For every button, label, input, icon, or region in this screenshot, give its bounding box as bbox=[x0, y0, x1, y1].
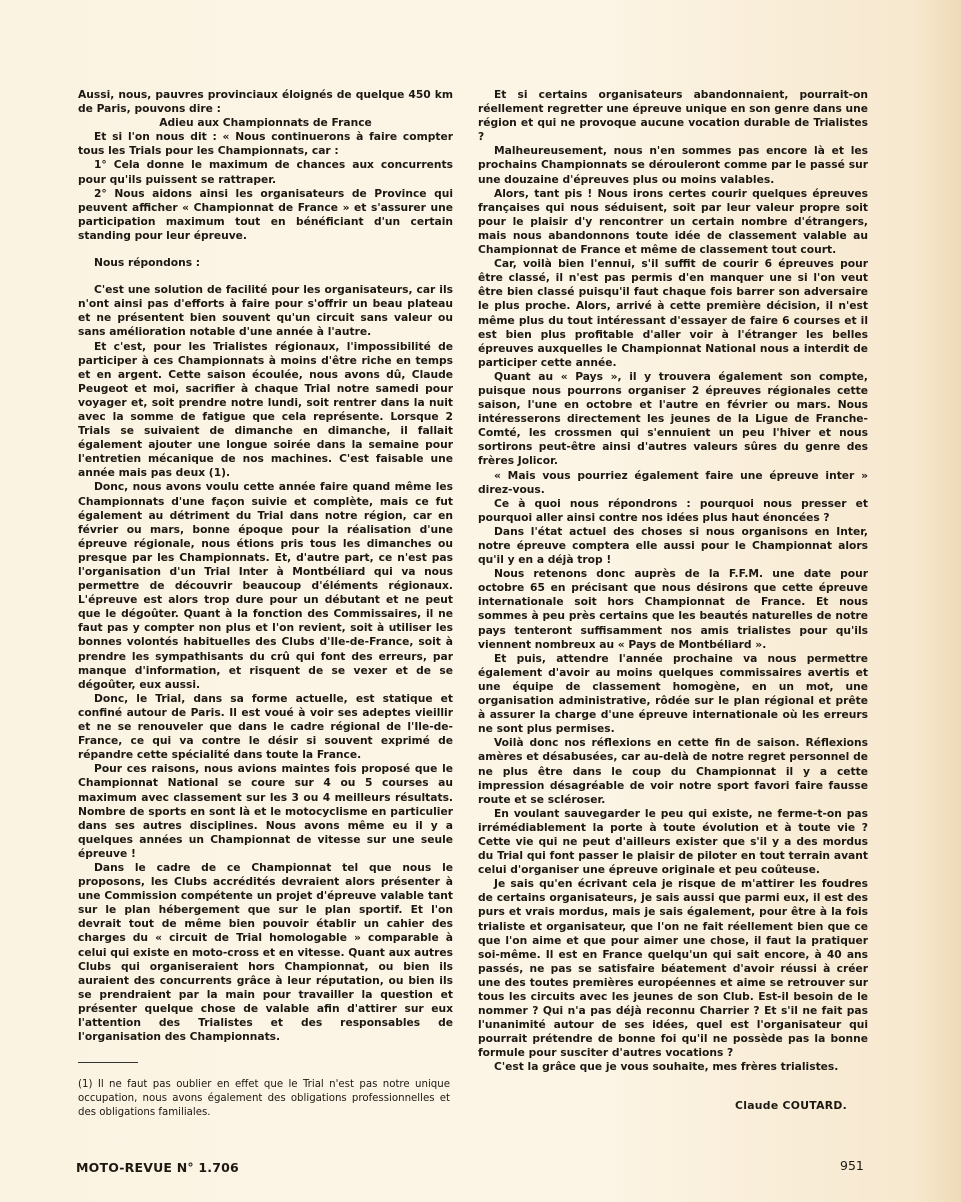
paragraph: C'est la grâce que je vous souhaite, mes frères trialistes. bbox=[494, 1060, 839, 1074]
paragraph: Malheureusement, nous n'en sommes pas encore là et les prochains Championnats se dérouleront comme par le passé sur une douzaine d'épreuves plus ou moins valables. bbox=[478, 144, 868, 186]
paragraph: Donc, le Trial, dans sa forme actuelle, est statique et confiné autour de Paris. Il est voué à voir ses adeptes vieillir et ne se renouveler que dans le cadre régional de l'Ile-de-France, ce qui va contre le désir si souvent exprimé de répandre cette spécialité dans toute la France. bbox=[78, 691, 453, 762]
paragraph: Voilà donc nos réflexions en cette fin de saison. Réflexions amères et désabusées, car au-delà de notre regret personnel de ne plus être dans le coup du Championnat il y a cette impression désagréable de voir notre sport favori faire fausse route et se scléroser. bbox=[478, 736, 868, 806]
paragraph: Aussi, nous, pauvres provinciaux éloignés de quelque 450 km de Paris, pouvons dire : bbox=[78, 88, 453, 116]
article-column-left bbox=[78, 88, 453, 1044]
paragraph: En voulant sauvegarder le peu qui existe, ne ferme-t-on pas irrémédiablement la porte à toute évolution et à toute vie ? Cette vie qui ne peut d'ailleurs exister que s'il y a des mordus du Trial qui font passer le plaisir de piloter en tout terrain avant celui d'organiser une épreuve originale et peu coûteuse. bbox=[478, 806, 868, 877]
article-heading: Adieu aux Championnats de France bbox=[159, 116, 372, 130]
paragraph: Pour ces raisons, nous avions maintes fois proposé que le Championnat National se coure sur 4 ou 5 courses au maximum avec classement sur les 3 ou 4 meilleurs résultats. Nombre de sports en sont là et le motocyclisme en particulier dans ses autres disciplines. Nous avons même eu il y a quelques années un Championnat de vitesse sur une seule épreuve ! bbox=[78, 762, 453, 860]
footnote-divider bbox=[78, 1062, 138, 1063]
paragraph: Dans le cadre de ce Championnat tel que nous le proposons, les Clubs accrédités devraient alors présenter à une Commission compétente un projet d'épreuve valable tant sur le plan hébergement que sur le plan sportif. Et l'on devrait tout de même bien pouvoir établir un cahier des charges du « circuit de Trial homologable » comparable à celui qui existe en moto-cross et en vitesse. Quant aux autres Clubs qui organiseraient hors Championnat, ou bien ils auraient des concurrents grâce à leur réputation, ou bien ils se prendraient par la main pour travailler la question et présenter quelque chose de valable afin d'attirer sur eux l'attention des Trialistes et des responsables de l'organisation des Championnats. bbox=[78, 860, 453, 1044]
paragraph: Je sais qu'en écrivant cela je risque de m'attirer les foudres de certains organisateurs, je sais aussi que parmi eux, il est des purs et vrais mordus, mais je sais également, pour être à la fois trialiste et organisateur, que l'on ne fait réellement bien que ce que l'on aime et que pour aimer une chose, il faut la pratiquer soi-même. Il est en France quelqu'un qui sait encore, à 40 ans passés, ne pas se satisfaire béatement d'avoir réussi à créer une des toutes premières européennes et aime se retrouver sur tous les circuits avec les jeunes de son Club. Est-il besoin de le nommer ? Qui n'a pas déjà reconnu Charrier ? Et s'il ne fait pas l'unanimité autour de ses idées, quel est l'organisateur qui pourrait prétendre de bonne foi qu'il ne possède pas la bonne formule pour susciter d'autres vocations ? bbox=[478, 877, 868, 1060]
paragraph: Et puis, attendre l'année prochaine va nous permettre également d'avoir au moins quelques commissaires avertis et une équipe de classement homogène, en un mot, une organisation administrative, rôdée sur le plan régional et prête à assurer la charge d'une épreuve internationale où les erreurs ne sont plus permises. bbox=[478, 651, 868, 736]
paragraph: 1° Cela donne le maximum de chances aux concurrents pour qu'ils puissent se rattraper. bbox=[78, 158, 453, 186]
paragraph: Ce à quoi nous répondrons : pourquoi nous presser et pourquoi aller ainsi contre nos idées plus haut énoncées ? bbox=[478, 496, 868, 524]
section-heading: Nous répondons : bbox=[94, 256, 201, 270]
paragraph: Nous retenons donc auprès de la F.F.M. une date pour octobre 65 en précisant que nous désirons que cette épreuve internationale soit hors Championnat de France. Et nous sommes à peu près certains que les beautés naturelles de notre pays tenteront suffisamment nos amis trialistes pour qu'ils viennent nombreux au « Pays de Montbéliard ». bbox=[478, 567, 868, 651]
article-column-right bbox=[478, 88, 868, 1075]
paragraph: Dans l'état actuel des choses si nous organisons en Inter, notre épreuve comptera elle aussi pour le Championnat alors qu'il y en a déjà trop ! bbox=[478, 524, 868, 567]
paragraph: 2° Nous aidons ainsi les organisateurs de Province qui peuvent afficher « Championnat de France » et s'assurer une participation maximum tout en bénéficiant d'un certain standing pour leur épreuve. bbox=[78, 186, 453, 242]
paragraph: Donc, nous avons voulu cette année faire quand même les Championnats d'une façon suivie et complète, mais ce fut également au détriment du Trial dans notre région, car en février ou mars, bonne époque pour la réalisation d'une épreuve régionale, nous étions pris tous les dimanches ou presque par les Championnats. Et, d'autre part, ce n'est pas l'organisation d'un Trial Inter à Montbéliard qui va nous permettre de découvrir beaucoup d'éléments régionaux. L'épreuve est alors trop dure pour un débutant et ne peut que le dégoûter. Quant à la fonction des Commissaires, il ne faut pas y compter non plus et l'on revient, soit à utiliser les bonnes volontés habituelles des Clubs d'Ile-de-France, soit à prendre les sympathisants du crû qui font des erreurs, par manque d'information, et risquent de se vexer et de se dégoûter, eux aussi. bbox=[78, 480, 453, 691]
footnote: (1) Il ne faut pas oublier en effet que le Trial n'est pas notre unique occupation, nous avons également des obligations professionnelles et des obligations familiales. bbox=[78, 1079, 450, 1118]
paragraph: Et c'est, pour les Trialistes régionaux, l'impossibilité de participer à ces Championnats à moins d'être riche en temps et en argent. Cette saison écoulée, nous avons dû, Claude Peugeot et moi, sacrifier à chaque Trial notre samedi pour voyager et, soit prendre notre lundi, soit rentrer dans la nuit avec la somme de fatigue que cela représente. Lorsque 2 Trials se suivaient de dimanche en dimanche, il fallait également ajouter une longue soirée dans la semaine pour l'entretien mécanique de nos machines. C'est faisable une année mais pas deux (1). bbox=[78, 339, 453, 480]
page-number: 951 bbox=[840, 1158, 864, 1173]
paragraph: Alors, tant pis ! Nous irons certes courir quelques épreuves françaises qui nous séduisent, soit par leur valeur propre soit pour le plaisir d'y rencontrer un certain nombre d'étrangers, mais nous abandonnons toute idée de classement valable au Championnat de France et même de classement tout court. bbox=[478, 186, 868, 257]
author-signature: Claude COUTARD. bbox=[735, 1099, 848, 1112]
paragraph: « Mais vous pourriez également faire une épreuve inter » direz-vous. bbox=[478, 468, 868, 496]
paragraph: C'est une solution de facilité pour les organisateurs, car ils n'ont ainsi pas d'efforts à faire pour s'offrir un beau plateau et ne présentent bien souvent qu'un circuit sans valeur ou sans amélioration notable d'une année à l'autre. bbox=[78, 283, 453, 339]
paragraph: Car, voilà bien l'ennui, s'il suffit de courir 6 épreuves pour être classé, il n'est pas permis d'en manquer une si l'on veut être bien classé puisqu'il faut chaque fois barrer son adversaire le plus proche. Alors, arrivé à cette première décision, il n'est même plus du tout intéressant d'essayer de faire 6 courses et il est bien plus profitable d'aller voir à l'étranger les belles épreuves auxquelles le Championnat National nous a interdit de participer cette année. bbox=[478, 257, 868, 369]
paragraph: Et si l'on nous dit : « Nous continuerons à faire compter tous les Trials pour les Championnats, car : bbox=[78, 130, 453, 158]
magazine-issue: MOTO-REVUE N° 1.706 bbox=[76, 1160, 239, 1175]
paragraph: Quant au « Pays », il y trouvera également son compte, puisque nous pourrons organiser 2 épreuves régionales cette saison, l'une en octobre et l'autre en février ou mars. Nous intéresserons directement les jeunes de la Ligue de Franche-Comté, les crossmen qui s'ennuient un peu l'hiver et nous sortirons peut-être ainsi d'autres valeurs sûres du genre des frères Jolicor. bbox=[478, 369, 868, 468]
paragraph: Et si certains organisateurs abandonnaient, pourrait-on réellement regretter une épreuve unique en son genre dans une région et qui ne provoque aucune vocation durable de Trialistes ? bbox=[478, 88, 868, 144]
